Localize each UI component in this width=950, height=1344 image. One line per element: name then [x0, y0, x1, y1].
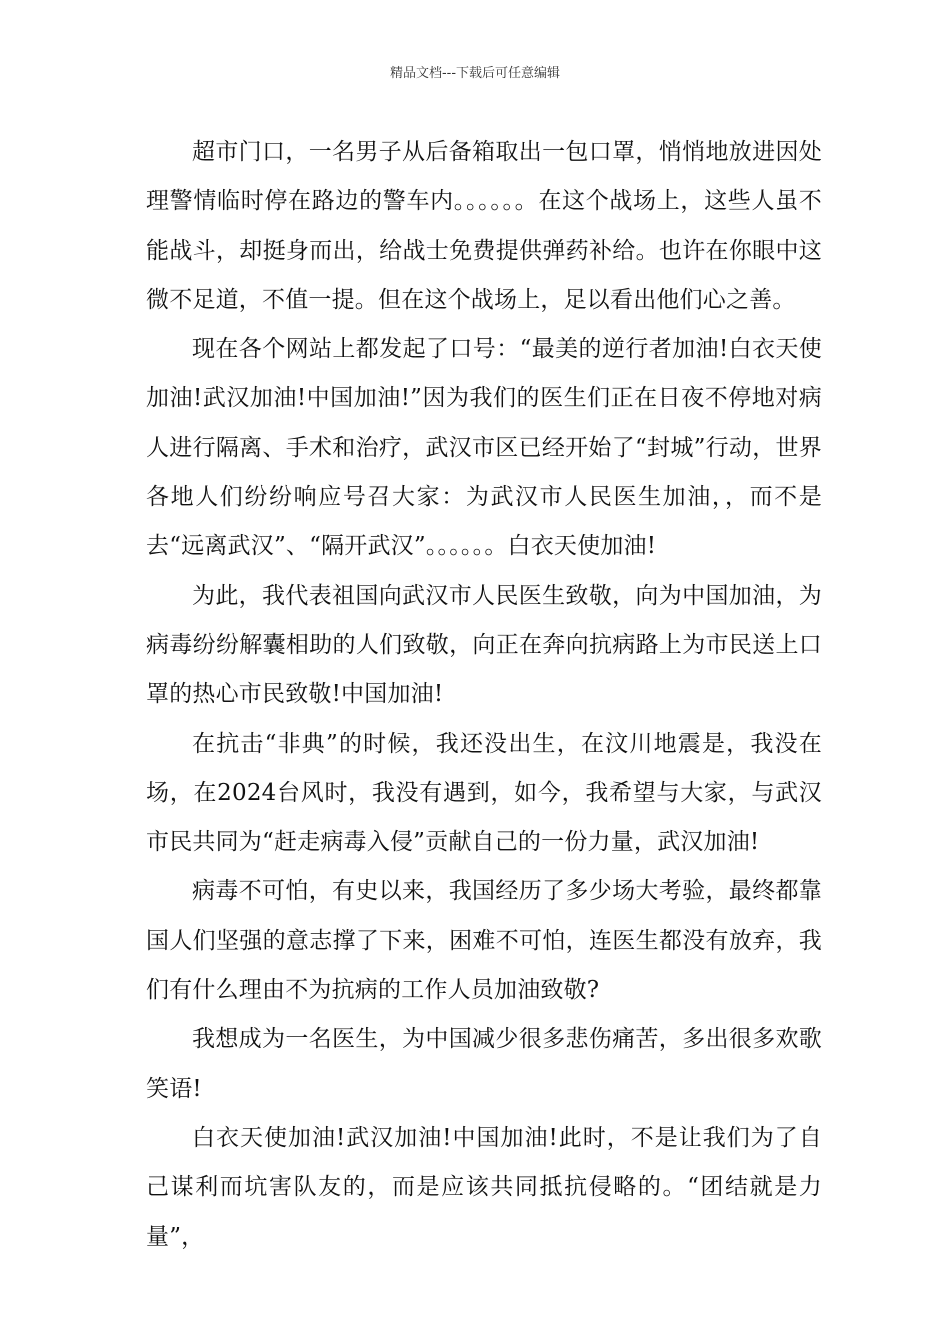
paragraph: 在抗击“非典”的时候，我还没出生，在汶川地震是，我没在场，在2024台风时，我没有遇到，如今，我希望与大家，与武汉市民共同为“赶走病毒入侵”贡献自己的一份力量，武汉加油!: [146, 730, 822, 856]
paragraph: 我想成为一名医生，为中国减少很多悲伤痛苦，多出很多欢歌笑语!: [146, 1026, 822, 1102]
page-header: 精品文档---下载后可任意编辑: [389, 66, 561, 81]
paragraph: 超市门口，一名男子从后备箱取出一包口罩，悄悄地放进因处理警情临时停在路边的警车内。。。。。。在这个战场上，这些人虽不能战斗，却挺身而出，给战士免费提供弹药补给。也许在你眼中这微不足道，不值一提。但在这个战场上，足以看出他们心之善。: [146, 139, 822, 313]
paragraph: 为此，我代表祖国向武汉市人民医生致敬，向为中国加油，为病毒纷纷解囊相助的人们致敬，向正在奔向抗病路上为市民送上口罩的热心市民致敬!中国加油!: [146, 582, 822, 708]
paragraph: 白衣天使加油!武汉加油!中国加油!此时，不是让我们为了自己谋利而坑害队友的，而是应该共同抵抗侵略的。“团结就是力量”，: [146, 1124, 822, 1250]
document-body: [146, 128, 822, 1262]
paragraph: 病毒不可怕，有史以来，我国经历了多少场大考验，最终都靠国人们坚强的意志撑了下来，困难不可怕，连医生都没有放弃，我们有什么理由不为抗病的工作人员加油致敬?: [146, 878, 822, 1004]
paragraph: 现在各个网站上都发起了口号：“最美的逆行者加油!白衣天使加油!武汉加油!中国加油!”因为我们的医生们正在日夜不停地对病人进行隔离、手术和治疗，武汉市区已经开始了“封城”行动，世界各地人们纷纷响应号召大家：为武汉市人民医生加油，，而不是去“远离武汉”、“隔开武汉”。。。。。。白衣天使加油!: [146, 336, 822, 560]
